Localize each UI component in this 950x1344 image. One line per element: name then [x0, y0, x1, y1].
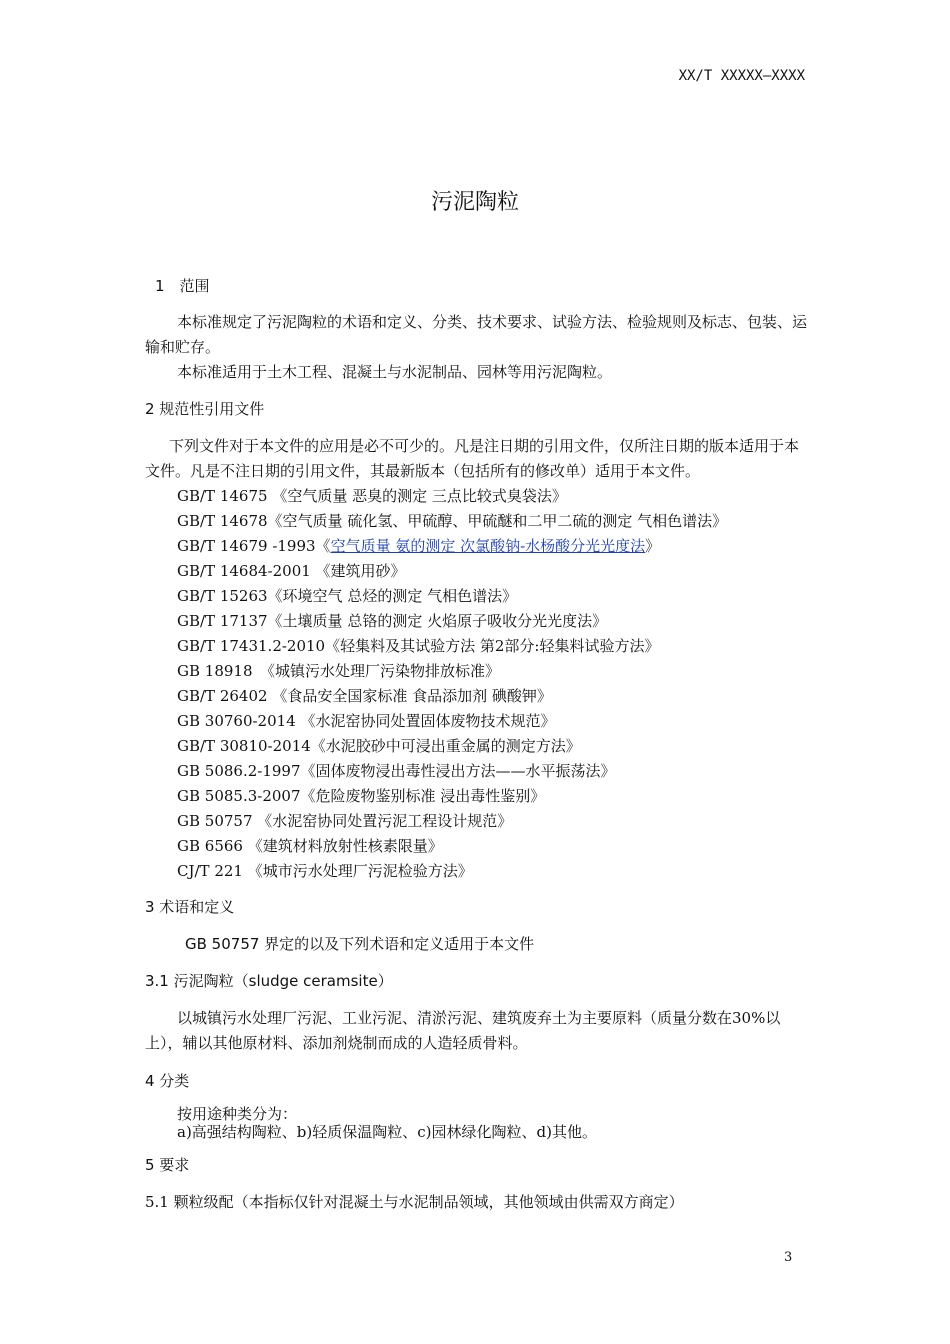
section-1-paragraph-1: 本标准规定了污泥陶粒的术语和定义、分类、技术要求、试验方法、检验规则及标志、包装、运输和贮存。: [145, 313, 808, 356]
reference-item: GB 6566 《建筑材料放射性核素限量》: [177, 837, 443, 855]
reference-item: GB 5086.2-1997《固体废物浸出毒性浸出方法——水平振荡法》: [177, 762, 616, 780]
reference-item-linked: [177, 535, 660, 556]
reference-item: GB/T 14684-2001 《建筑用砂》: [177, 562, 406, 580]
section-3-heading: 3 术语和定义: [145, 898, 235, 916]
section-5-heading: 5 要求: [145, 1156, 190, 1174]
section-2-intro: 下列文件对于本文件的应用是必不可少的。凡是注日期的引用文件，仅所注日期的版本适用于本文件。凡是不注日期的引用文件，其最新版本（包括所有的修改单）适用于本文件。: [145, 437, 800, 480]
subsection-5-1-heading: 5.1 颗粒级配（本指标仅针对混凝土与水泥制品领域，其他领域由供需双方商定）: [145, 1193, 684, 1211]
reference-suffix: 》: [645, 537, 661, 555]
reference-item: GB 18918 《城镇污水处理厂污染物排放标准》: [177, 662, 500, 680]
reference-link[interactable]: 空气质量 氨的测定 次氯酸钠-水杨酸分光光度法: [330, 537, 646, 555]
reference-item: GB/T 26402 《食品安全国家标准 食品添加剂 碘酸钾》: [177, 687, 552, 705]
reference-item: GB/T 17137《土壤质量 总铬的测定 火焰原子吸收分光光度法》: [177, 612, 608, 630]
reference-item: GB 50757 《水泥窑协同处置污泥工程设计规范》: [177, 812, 513, 830]
classification-list: a)高强结构陶粒、b)轻质保温陶粒、c)园林绿化陶粒、d)其他。: [177, 1123, 597, 1141]
section-1-paragraph-2: 本标准适用于土木工程、混凝土与水泥制品、园林等用污泥陶粒。: [177, 363, 613, 381]
document-title: 污泥陶粒: [430, 190, 519, 215]
reference-item: GB/T 14678《空气质量 硫化氢、甲硫醇、甲硫醚和二甲二硫的测定 气相色谱法》: [177, 512, 728, 530]
section-4-heading: 4 分类: [145, 1072, 190, 1090]
reference-item: GB/T 30810-2014《水泥胶砂中可浸出重金属的测定方法》: [177, 737, 581, 755]
subsection-3-1-heading: 3.1 污泥陶粒（sludge ceramsite）: [145, 972, 393, 990]
section-1-heading: 1 范围: [155, 277, 210, 295]
section-2-heading: 2 规范性引用文件: [145, 400, 265, 418]
reference-item: CJ/T 221 《城市污水处理厂污泥检验方法》: [177, 862, 473, 880]
reference-item: GB/T 15263《环境空气 总烃的测定 气相色谱法》: [177, 587, 518, 605]
reference-item: GB 5085.3-2007《危险废物鉴别标准 浸出毒性鉴别》: [177, 787, 546, 805]
page-number: 3: [784, 1250, 793, 1265]
standard-code: XX/T XXXXX—XXXX: [678, 68, 805, 84]
reference-prefix: GB/T 14679 -1993《: [177, 537, 331, 555]
reference-item: GB/T 14675 《空气质量 恶臭的测定 三点比较式臭袋法》: [177, 487, 567, 505]
reference-item: GB 30760-2014 《水泥窑协同处置固体废物技术规范》: [177, 712, 556, 730]
subsection-3-1-definition: 以城镇污水处理厂污泥、工业污泥、清淤污泥、建筑废弃土为主要原料（质量分数在30%以上），辅以其他原材料、添加剂烧制而成的人造轻质骨料。: [145, 1009, 781, 1052]
section-3-intro: GB 50757 界定的以及下列术语和定义适用于本文件: [185, 935, 535, 953]
reference-item: GB/T 17431.2-2010《轻集料及其试验方法 第2部分:轻集料试验方法》: [177, 637, 660, 655]
classification-intro: 按用途种类分为：: [177, 1105, 298, 1123]
